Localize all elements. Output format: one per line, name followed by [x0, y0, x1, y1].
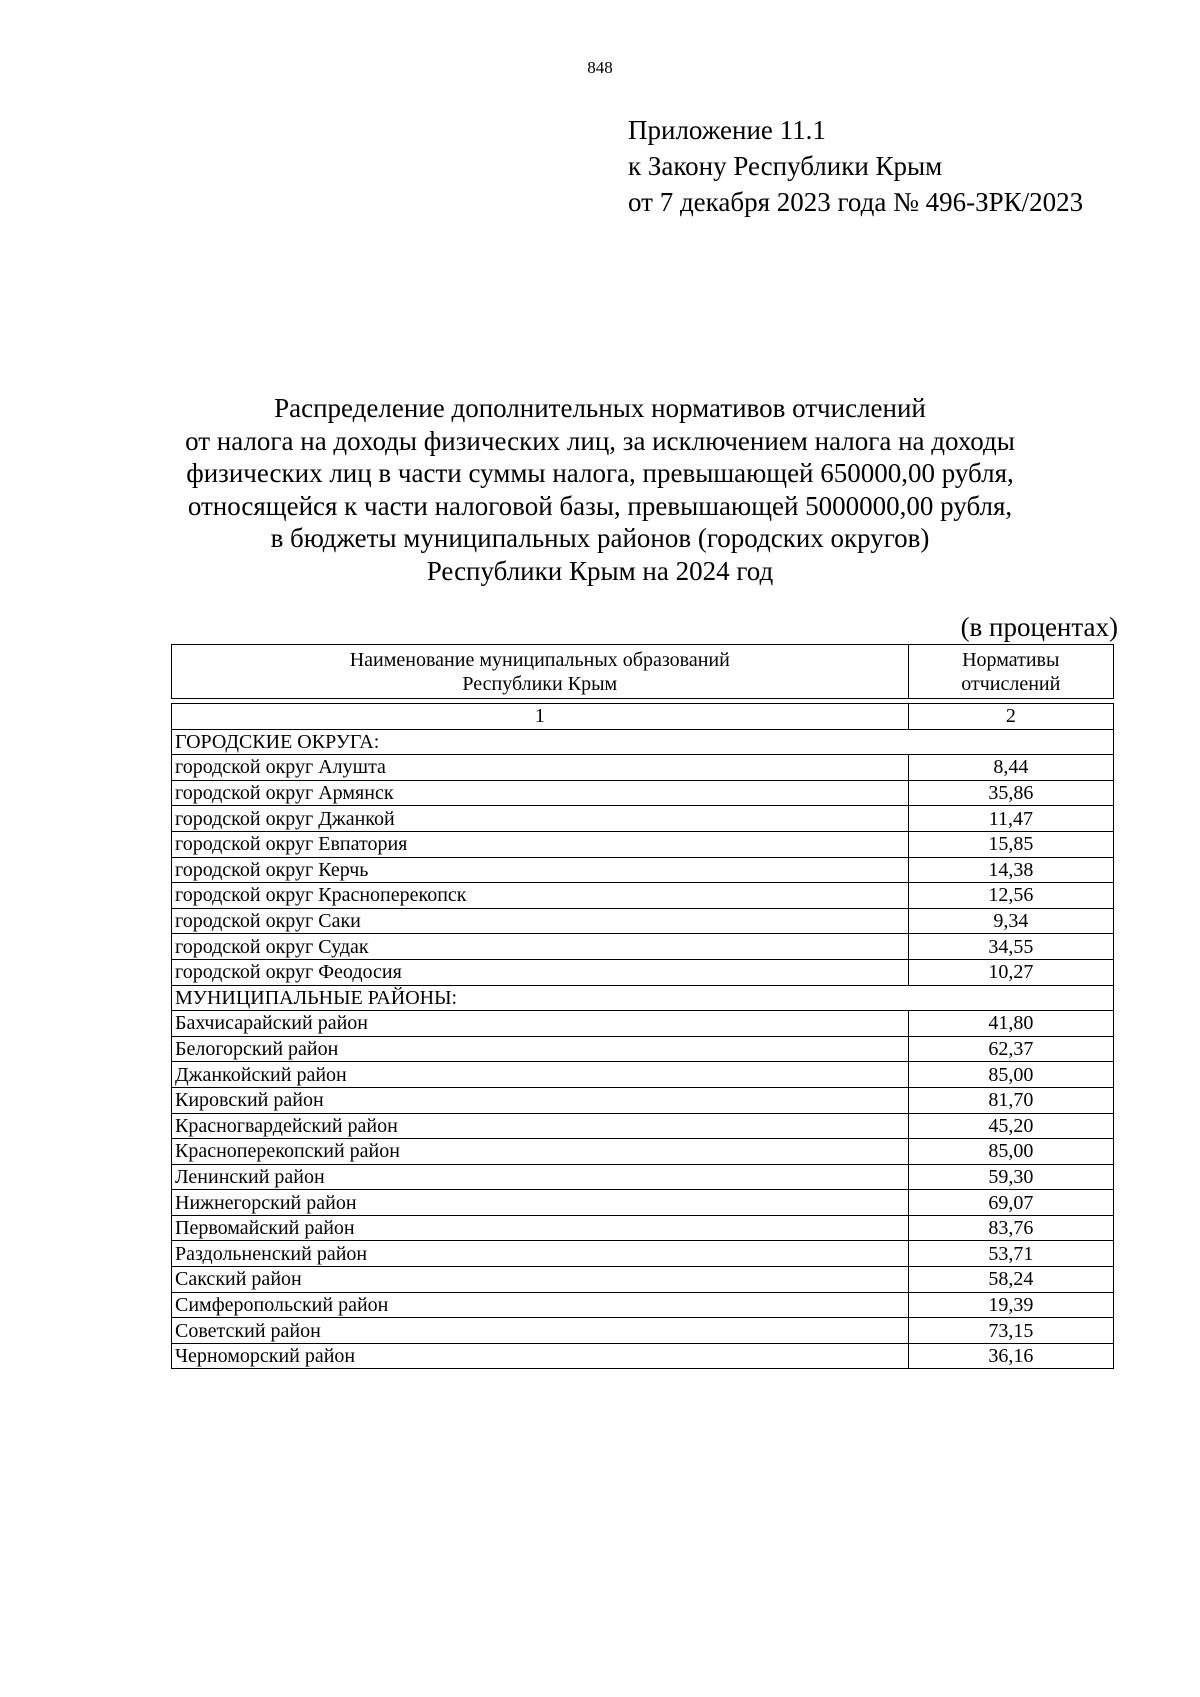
deduction-rate: 45,20: [908, 1113, 1113, 1139]
table-row: [172, 857, 1114, 883]
deduction-rate: 58,24: [908, 1267, 1113, 1293]
deduction-rate: 11,47: [908, 806, 1113, 832]
section-row: [172, 729, 1114, 755]
municipality-name: Белогорский район: [172, 1036, 909, 1062]
deduction-rate: 62,37: [908, 1036, 1113, 1062]
appendix-line: от 7 декабря 2023 года № 496-ЗРК/2023: [628, 187, 1084, 217]
deduction-rate: 53,71: [908, 1241, 1113, 1267]
header-text: Республики Крым: [462, 672, 618, 695]
deduction-rate: 41,80: [908, 1011, 1113, 1037]
table-row: [172, 883, 1114, 909]
municipality-name: Кировский район: [172, 1087, 909, 1113]
page-number: 848: [587, 58, 613, 77]
municipality-name: городской округ Феодосия: [172, 959, 909, 985]
deduction-rate: 35,86: [908, 780, 1113, 806]
deduction-rate: 69,07: [908, 1190, 1113, 1216]
deduction-rate: 59,30: [908, 1164, 1113, 1190]
table-row: [172, 1139, 1114, 1165]
deduction-rate: 10,27: [908, 959, 1113, 985]
table-row: [172, 959, 1114, 985]
table-row: [172, 1241, 1114, 1267]
column-number-row: [172, 704, 1114, 730]
municipality-name: городской округ Керчь: [172, 857, 909, 883]
municipality-name: городской округ Саки: [172, 908, 909, 934]
municipality-name: Раздольненский район: [172, 1241, 909, 1267]
table-row: [172, 780, 1114, 806]
municipality-name: городской округ Красноперекопск: [172, 883, 909, 909]
municipality-name: Бахчисарайский район: [172, 1011, 909, 1037]
municipality-name: Красноперекопский район: [172, 1139, 909, 1165]
appendix-block: [628, 112, 1083, 220]
title-line: относящейся к части налоговой базы, превышающей 5000000,00 рубля,: [187, 490, 1013, 521]
table-header: [171, 644, 1114, 699]
table-row: [172, 908, 1114, 934]
header-cell-value: [908, 645, 1113, 699]
municipality-name: Первомайский район: [172, 1215, 909, 1241]
table-row: [172, 1267, 1114, 1293]
deduction-rate: 85,00: [908, 1139, 1113, 1165]
municipality-name: городской округ Джанкой: [172, 806, 909, 832]
deduction-rate: 83,76: [908, 1215, 1113, 1241]
header-cell-name: [172, 645, 909, 699]
title-line: Республики Крым на 2024 год: [426, 555, 774, 586]
deduction-rate: 81,70: [908, 1087, 1113, 1113]
section-title: МУНИЦИПАЛЬНЫЕ РАЙОНЫ:: [172, 985, 1114, 1011]
appendix-line: Приложение 11.1: [628, 115, 826, 145]
column-number: 1: [172, 704, 909, 730]
header-text: отчислений: [961, 672, 1061, 695]
units-note: (в процентах): [960, 612, 1118, 642]
deduction-rate: 14,38: [908, 857, 1113, 883]
title-line: в бюджеты муниципальных районов (городских округов): [270, 523, 930, 553]
deduction-rate: 19,39: [908, 1292, 1113, 1318]
deduction-rate: 85,00: [908, 1062, 1113, 1088]
table-row: [172, 1062, 1114, 1088]
appendix-line: к Закону Республики Крым: [628, 151, 943, 181]
municipality-name: Красногвардейский район: [172, 1113, 909, 1139]
table-row: [172, 831, 1114, 857]
municipality-name: городской округ Алушта: [172, 755, 909, 781]
table-row: [172, 1190, 1114, 1216]
table-body: [172, 704, 1114, 1369]
section-row: [172, 985, 1114, 1011]
municipality-name: Нижнегорский район: [172, 1190, 909, 1216]
data-table: [171, 703, 1114, 1369]
table-row: [172, 755, 1114, 781]
table-row: [172, 1164, 1114, 1190]
municipality-name: городской округ Евпатория: [172, 831, 909, 857]
deduction-rate: 73,15: [908, 1318, 1113, 1344]
municipality-name: Джанкойский район: [172, 1062, 909, 1088]
table-row: [172, 1036, 1114, 1062]
table-row: [172, 1113, 1114, 1139]
table-row: [172, 1087, 1114, 1113]
municipality-name: Советский район: [172, 1318, 909, 1344]
column-number: 2: [908, 704, 1113, 730]
deduction-rate: 9,34: [908, 908, 1113, 934]
header-row: [172, 645, 1114, 699]
table-row: [172, 806, 1114, 832]
table-row: [172, 1343, 1114, 1369]
title-line: физических лиц в части суммы налога, превышающей 650000,00 рубля,: [186, 458, 1014, 488]
deduction-rate: 12,56: [908, 883, 1113, 909]
deduction-rate: 36,16: [908, 1343, 1113, 1369]
table-row: [172, 1318, 1114, 1344]
table-row: [172, 1292, 1114, 1318]
table-row: [172, 1215, 1114, 1241]
section-title: ГОРОДСКИЕ ОКРУГА:: [172, 729, 1114, 755]
table-row: [172, 1011, 1114, 1037]
deduction-rate: 34,55: [908, 934, 1113, 960]
municipality-name: Ленинский район: [172, 1164, 909, 1190]
document-title: [100, 392, 1100, 587]
municipality-name: городской округ Судак: [172, 934, 909, 960]
table-row: [172, 934, 1114, 960]
header-text: Нормативы: [962, 648, 1060, 671]
municipality-name: Симферопольский район: [172, 1292, 909, 1318]
municipality-name: Черноморский район: [172, 1343, 909, 1369]
title-line: от налога на доходы физических лиц, за исключением налога на доходы: [185, 425, 1015, 456]
deduction-rate: 15,85: [908, 831, 1113, 857]
title-line: Распределение дополнительных нормативов отчислений: [274, 393, 926, 423]
deduction-rate: 8,44: [908, 755, 1113, 781]
municipality-name: Сакский район: [172, 1267, 909, 1293]
municipality-name: городской округ Армянск: [172, 780, 909, 806]
header-text: Наименование муниципальных образований: [349, 648, 730, 671]
